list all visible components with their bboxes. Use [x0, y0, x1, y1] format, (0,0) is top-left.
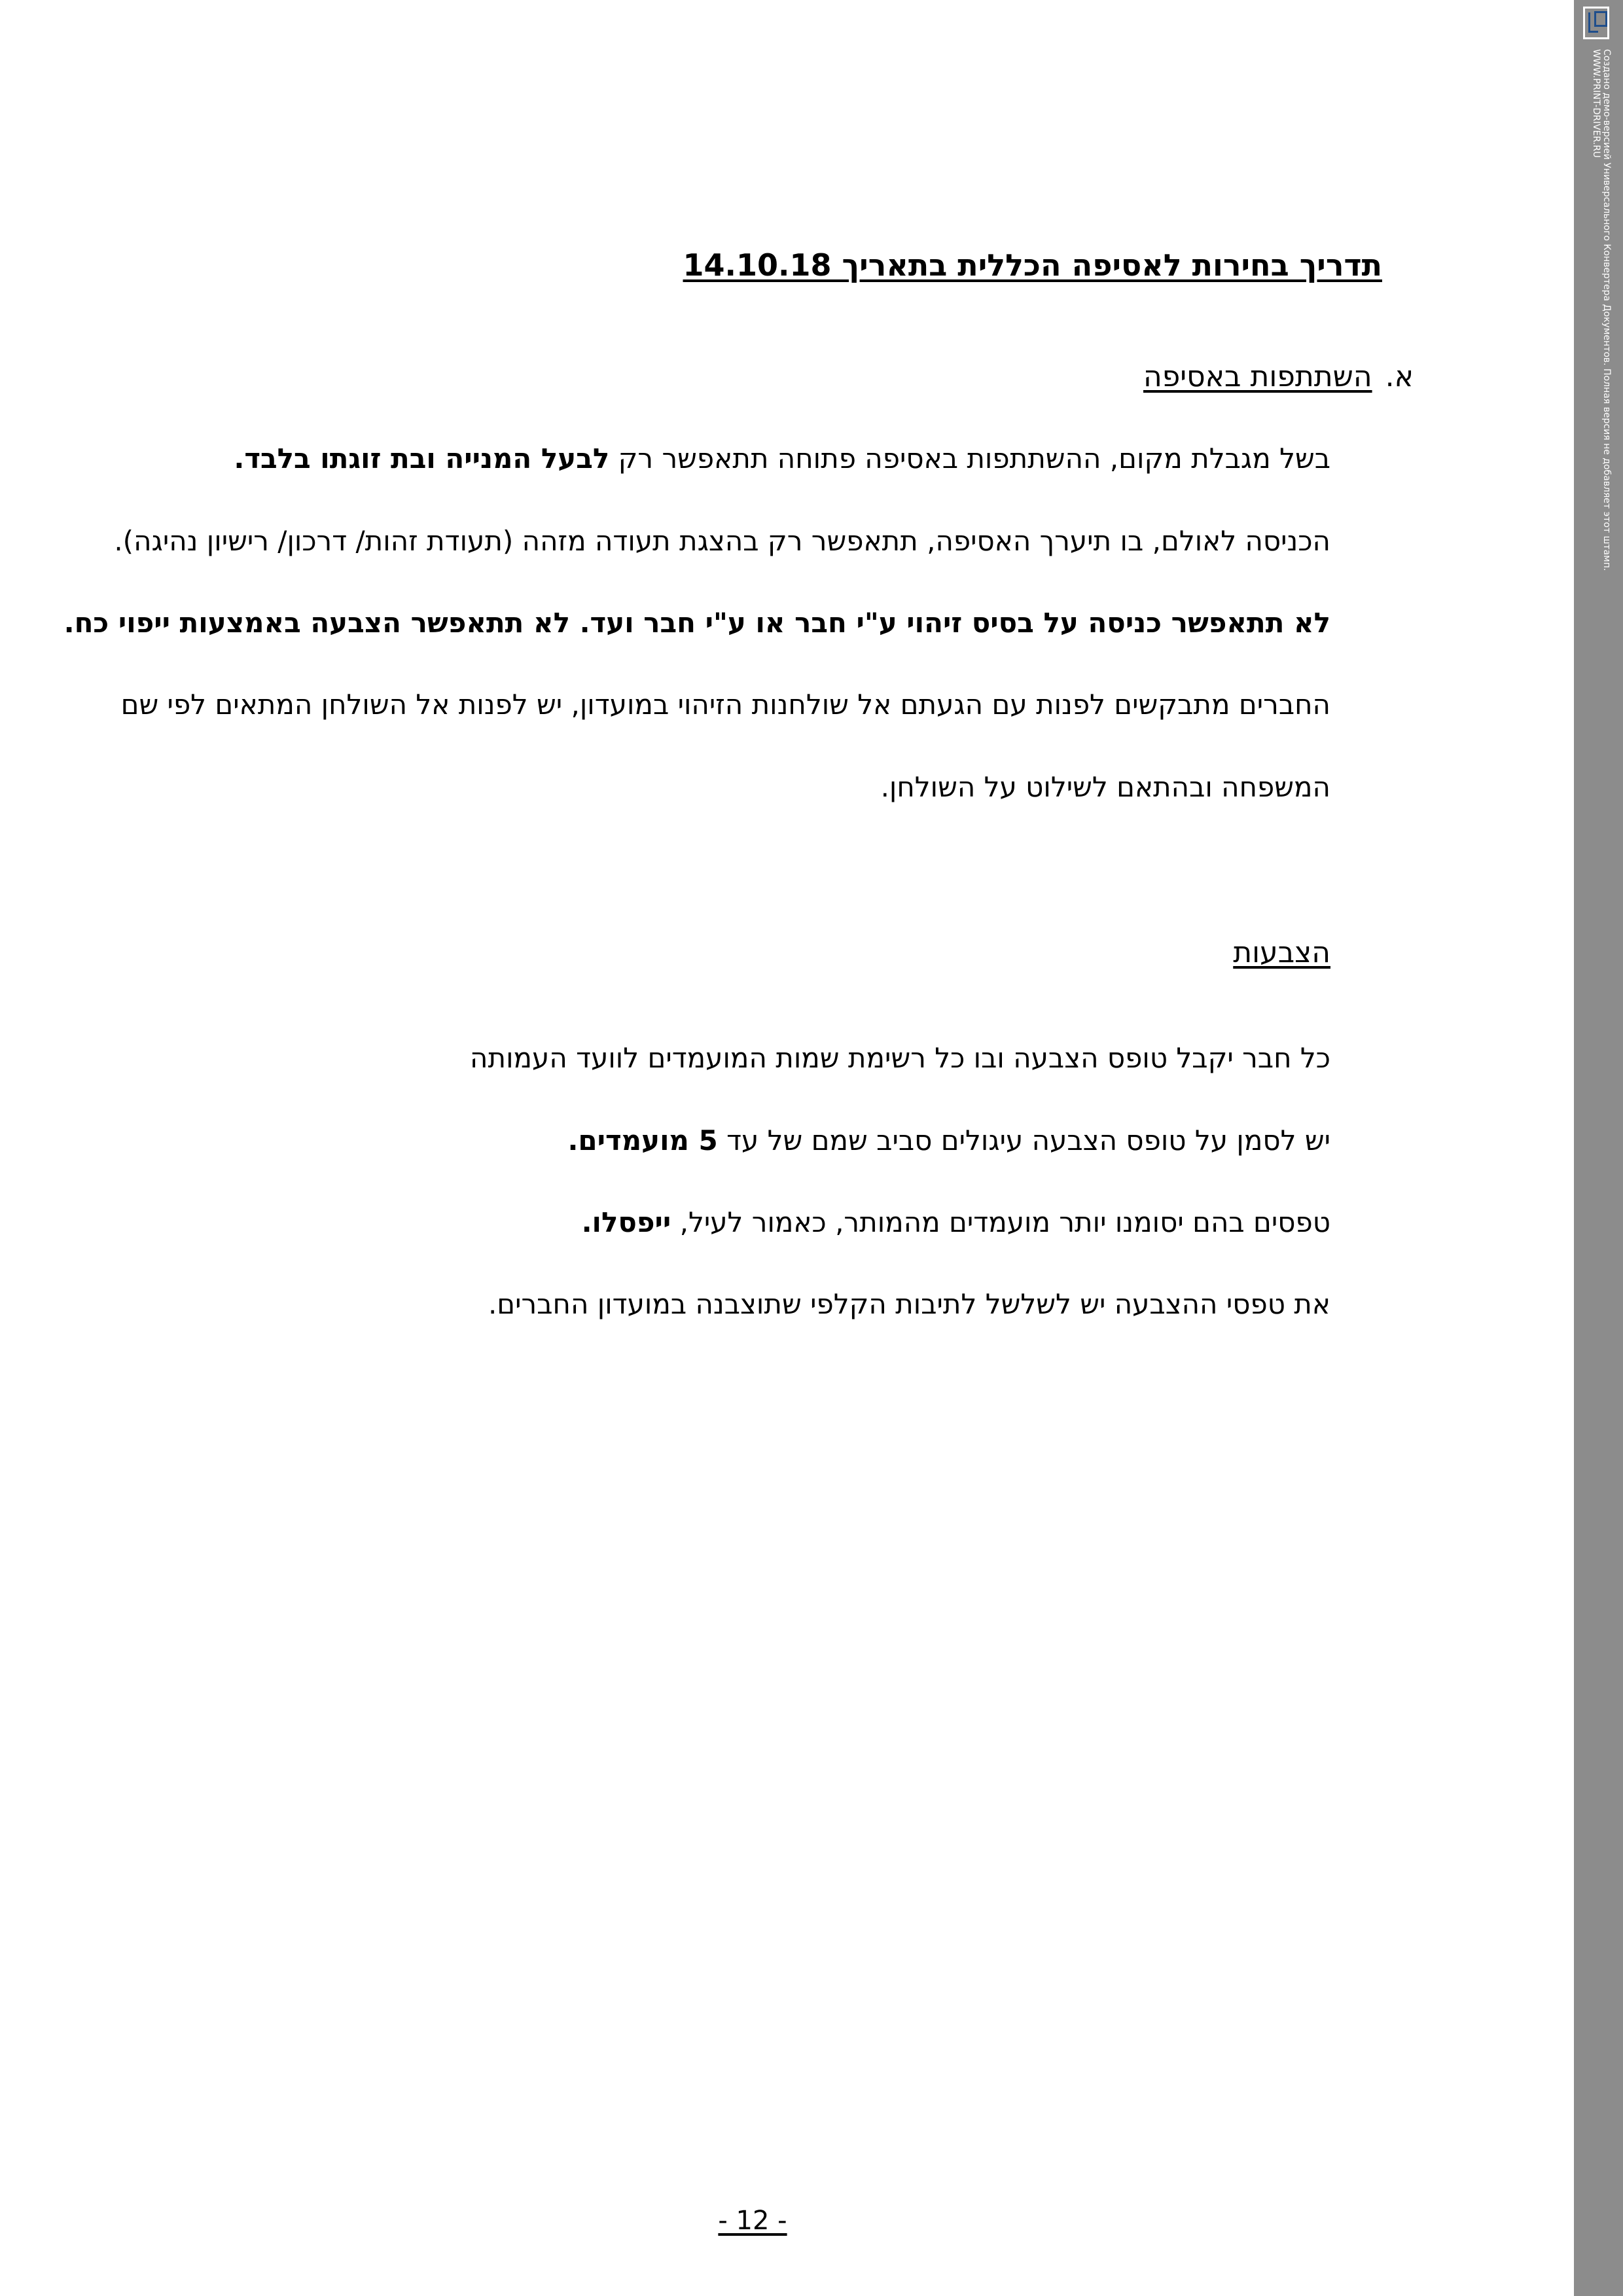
paragraph-capacity	[234, 442, 1330, 475]
voting-mark-paragraph	[567, 1124, 1330, 1157]
page-number: - 12 -	[718, 2206, 787, 2236]
voting-mark-text: יש לסמן על טופס הצבעה עיגולים סביב שמם של עד	[717, 1124, 1330, 1157]
section-a-title: השתתפות באסיפה	[1143, 360, 1372, 393]
printer-driver-logo-icon	[1583, 7, 1609, 39]
paragraph-identification-line1: החברים מתבקשים לפנות עם הגעתם אל שולחנות הזיהוי במועדון, יש לפנות אל השולחן המתאים לפי שם	[120, 689, 1330, 721]
voting-disqualify-emphasis: ייפסלו.	[581, 1206, 671, 1238]
paragraph-capacity-emphasis: לבעל המנייה ובת זוגתו בלבד.	[234, 442, 610, 475]
paragraph-no-proxy	[64, 607, 1330, 639]
watermark-strip	[1574, 0, 1623, 2296]
paragraph-identification-line2: המשפחה ובהתאם לשילוט על השולחן.	[880, 771, 1330, 803]
watermark-text	[1586, 49, 1612, 834]
voting-form-paragraph: כל חבר יקבל טופס הצבעה ובו כל רשימת שמות המועמדים לוועד העמותה	[470, 1042, 1330, 1074]
section-a-heading	[1143, 360, 1414, 393]
paragraph-no-proxy-text: לא תתאפשר כניסה על בסיס זיהוי ע"י חבר או ע"י חבר ועד. לא תתאפשר הצבעה באמצעות ייפוי כח.	[63, 607, 1330, 639]
document-title: תדריך בחירות לאסיפה הכללית בתאריך 14.10.18	[683, 247, 1382, 283]
watermark-text-line2: WWW.PRINT-DRIVER.RU	[1591, 49, 1601, 158]
paragraph-id-requirement: הכניסה לאולם, בו תיערך האסיפה, תתאפשר רק בהצגת תעודה מזהה (תעודת זהות/ דרכון/ רישיון נהיגה).	[114, 525, 1330, 557]
paragraph-capacity-text: בשל מגבלת מקום, ההשתתפות באסיפה פתוחה תתאפשר רק	[609, 442, 1330, 475]
voting-disqualify-paragraph	[582, 1206, 1330, 1238]
section-a-marker: א.	[1385, 360, 1414, 393]
voting-disqualify-text: טפסים בהם יסומנו יותר מועמדים מהמותר, כאמור לעיל,	[671, 1206, 1330, 1238]
voting-mark-emphasis: 5 מועמדים.	[567, 1124, 718, 1157]
voting-heading: הצבעות	[1233, 936, 1330, 969]
watermark-text-line1: Создано демо-версией Универсального Конвертера Документов. Полная версия не добавляет этот штамп.	[1601, 49, 1612, 571]
voting-ballot-box-paragraph: את טפסי ההצבעה יש לשלשל לתיבות הקלפי שתוצבנה במועדון החברים.	[488, 1288, 1330, 1320]
